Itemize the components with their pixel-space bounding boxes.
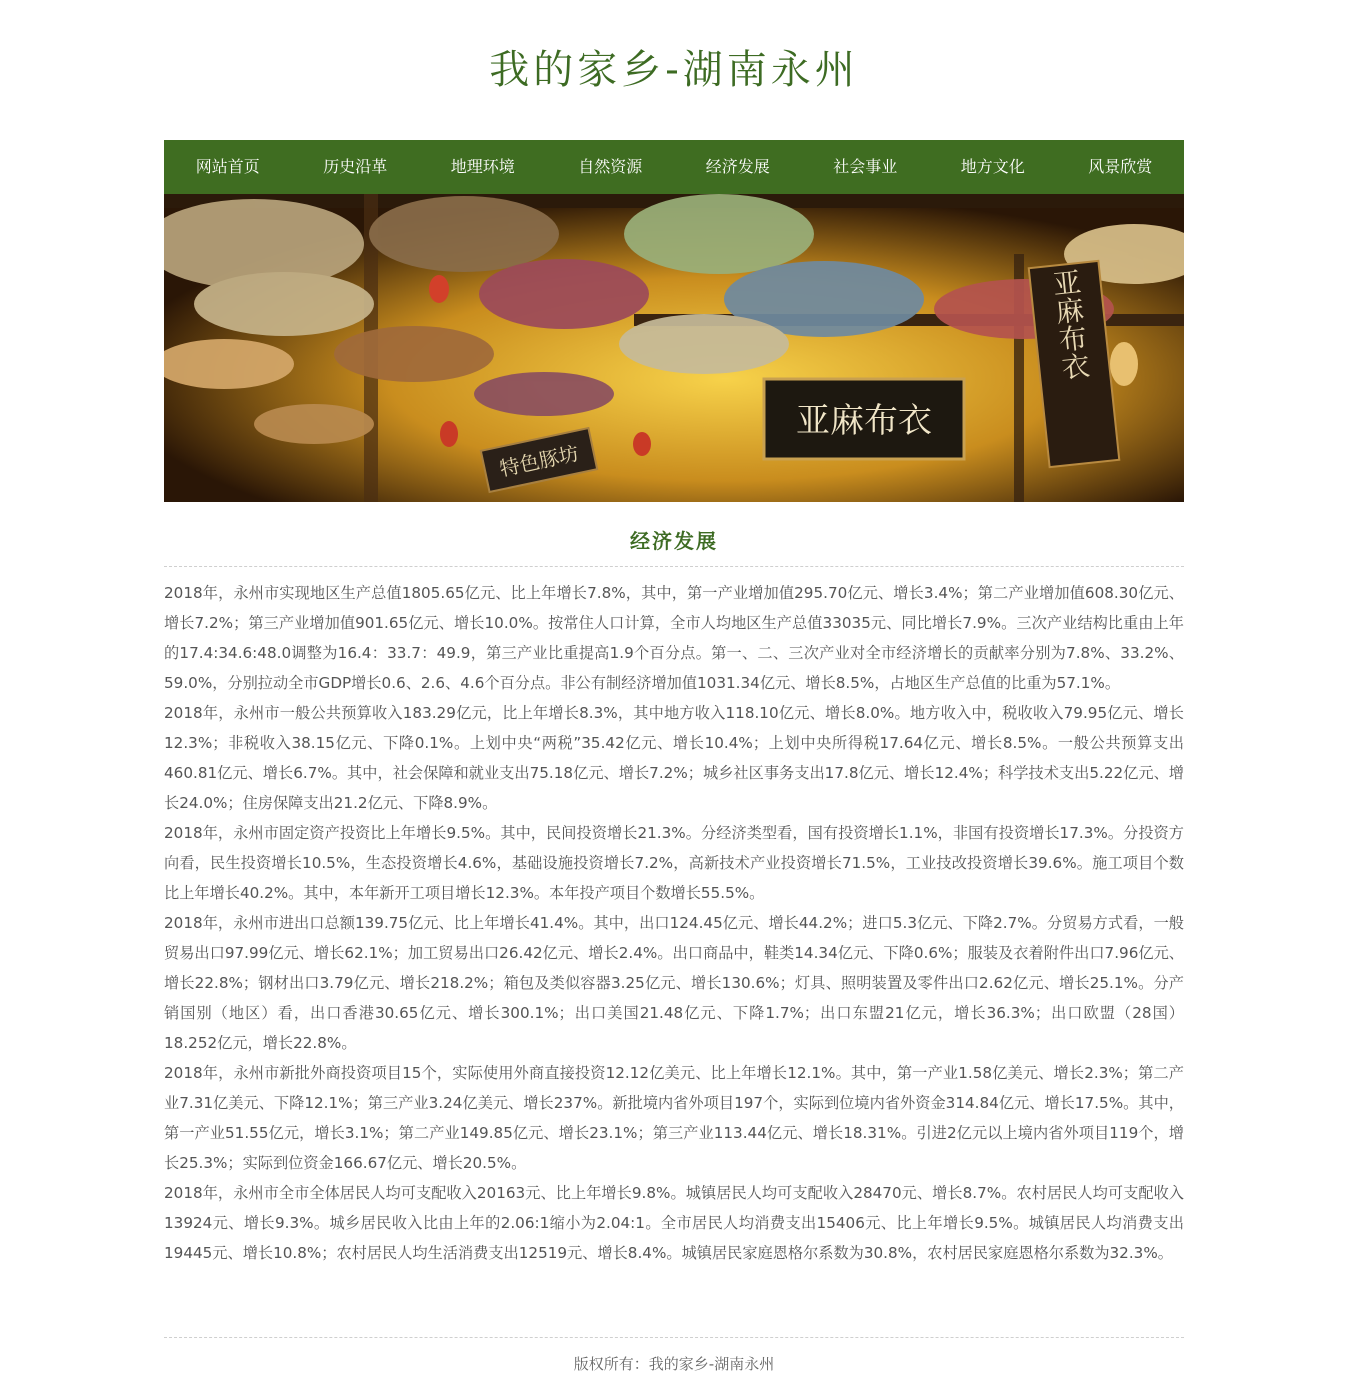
banner-sign-small: 特色豚坊 bbox=[497, 440, 581, 482]
site-title: 我的家乡-湖南永州 bbox=[489, 47, 859, 93]
nav-item-economy[interactable]: 经济发展 bbox=[705, 157, 770, 176]
umbrella-street-photo bbox=[164, 194, 1184, 502]
nav-item-society[interactable]: 社会事业 bbox=[833, 157, 898, 176]
nav-item-scenery[interactable]: 风景欣赏 bbox=[1088, 157, 1153, 176]
divider bbox=[164, 1337, 1184, 1338]
main-nav bbox=[164, 140, 1184, 194]
banner-sign-main: 亚麻布衣 bbox=[796, 401, 932, 441]
section-title: 经济发展 bbox=[630, 529, 718, 553]
paragraph-trade: 2018年，永州市进出口总额139.75亿元、比上年增长41.4%。其中，出口124.45亿元、增长44.2%；进口5.3亿元、下降2.7%。分贸易方式看，一般贸易出口97.99亿元、增长62.1%；加工贸易出口26.42亿元、增长2.4%。出口商品中，鞋类14.34亿元、下降0.6%；服装及衣着附件出口7.96亿元、增长22.8%；钢材出口3.79亿元、增长218.2%；箱包及类似容器3.25亿元、增长130.6%；灯具、照明装置及零件出口2.62亿元、增长25.1%。分产销国别（地区）看，出口香港30.65亿元、增长300.1%；出口美国21.48亿元、下降1.7%；出口东盟21亿元，增长36.3%；出口欧盟（28国）18.252亿元，增长22.8%。 bbox=[164, 914, 1184, 1052]
paragraph-budget: 2018年，永州市一般公共预算收入183.29亿元，比上年增长8.3%，其中地方收入118.10亿元、增长8.0%。地方收入中，税收收入79.95亿元、增长12.3%；非税收入38.15亿元、下降0.1%。上划中央“两税”35.42亿元、增长10.4%；上划中央所得税17.64亿元、增长8.5%。一般公共预算支出460.81亿元、增长6.7%。其中，社会保障和就业支出75.18亿元、增长7.2%；城乡社区事务支出17.8亿元、增长12.4%；科学技术支出5.22亿元、增长24.0%；住房保障支出21.2亿元、下降8.9%。 bbox=[164, 704, 1184, 812]
nav-item-culture[interactable]: 地方文化 bbox=[960, 157, 1025, 176]
nav-item-resources[interactable]: 自然资源 bbox=[578, 157, 643, 176]
nav-item-history[interactable]: 历史沿革 bbox=[323, 157, 388, 176]
paragraph-gdp: 2018年，永州市实现地区生产总值1805.65亿元、比上年增长7.8%，其中，第一产业增加值295.70亿元、增长3.4%；第二产业增加值608.30亿元、增长7.2%；第三产业增加值901.65亿元、增长10.0%。按常住人口计算，全市人均地区生产总值33035元、同比增长7.9%。三次产业结构比重由上年的17.4:34.6:48.0调整为16.4：33.7：49.9，第三产业比重提高1.9个百分点。第一、二、三次产业对全市经济增长的贡献率分别为7.8%、33.2%、59.0%，分别拉动全市GDP增长0.6、2.6、4.6个百分点。非公有制经济增加值1031.34亿元、增长8.5%，占地区生产总值的比重为57.1%。 bbox=[164, 584, 1184, 692]
nav-item-geography[interactable]: 地理环境 bbox=[450, 157, 515, 176]
article-content bbox=[164, 578, 1184, 1268]
banner-sign-vertical: 亚麻布衣 bbox=[1047, 266, 1093, 382]
banner-image bbox=[164, 194, 1184, 502]
footer-copyright: 版权所有：我的家乡-湖南永州 bbox=[573, 1355, 775, 1373]
paragraph-investment: 2018年，永州市固定资产投资比上年增长9.5%。其中，民间投资增长21.3%。分经济类型看，国有投资增长1.1%，非国有投资增长17.3%。分投资方向看，民生投资增长10.5%，生态投资增长4.6%，基础设施投资增长7.2%，高新技术产业投资增长71.5%，工业技改投资增长39.6%。施工项目个数比上年增长40.2%。其中，本年新开工项目增长12.3%。本年投产项目个数增长55.5%。 bbox=[164, 824, 1184, 902]
nav-item-home[interactable]: 网站首页 bbox=[195, 157, 260, 176]
paragraph-income: 2018年，永州市全市全体居民人均可支配收入20163元、比上年增长9.8%。城镇居民人均可支配收入28470元、增长8.7%。农村居民人均可支配收入13924元、增长9.3%。城乡居民收入比由上年的2.06:1缩小为2.04:1。全市居民人均消费支出15406元、比上年增长9.5%。城镇居民人均消费支出19445元、增长10.8%；农村居民人均生活消费支出12519元、增长8.4%。城镇居民家庭恩格尔系数为30.8%，农村居民家庭恩格尔系数为32.3%。 bbox=[164, 1184, 1184, 1262]
paragraph-foreign-investment: 2018年，永州市新批外商投资项目15个，实际使用外商直接投资12.12亿美元、比上年增长12.1%。其中，第一产业1.58亿美元、增长2.3%；第二产业7.31亿美元、下降12.1%；第三产业3.24亿美元、增长237%。新批境内省外项目197个，实际到位境内省外资金314.84亿元、增长17.5%。其中，第一产业51.55亿元，增长3.1%；第二产业149.85亿元、增长23.1%；第三产业113.44亿元、增长18.31%。引进2亿元以上境内省外项目119个，增长25.3%；实际到位资金166.67亿元、增长20.5%。 bbox=[164, 1064, 1184, 1172]
divider bbox=[164, 566, 1184, 567]
